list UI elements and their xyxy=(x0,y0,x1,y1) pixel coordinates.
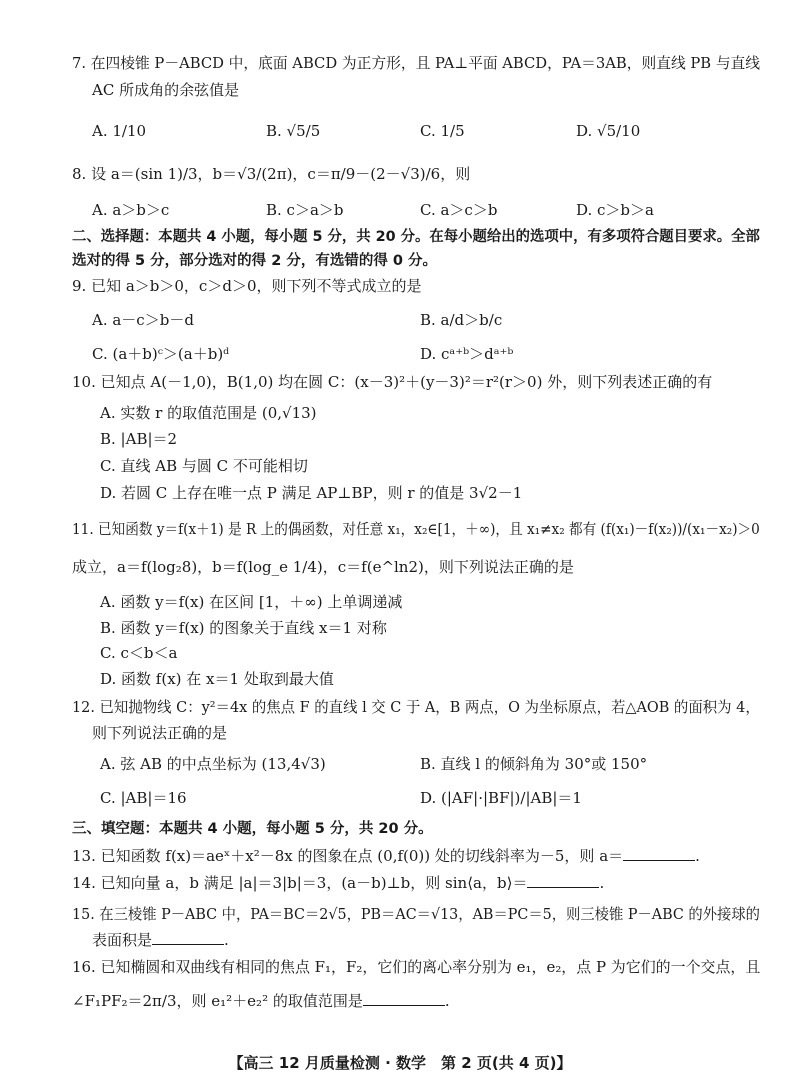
q16-text: ∠F₁PF₂＝2π/3，则 e₁²＋e₂² 的取值范围是 xyxy=(72,992,363,1010)
q9-option-c: C. (a＋b)ᶜ＞(a＋b)ᵈ xyxy=(92,345,230,363)
q16-end: . xyxy=(444,992,450,1010)
q7-option-a: A. 1/10 xyxy=(92,122,147,140)
q12-option-c: C. |AB|＝16 xyxy=(100,789,187,807)
q8-option-b: B. c＞a＞b xyxy=(266,201,344,219)
q13-answer-blank[interactable] xyxy=(623,844,695,861)
q7-stem-line1: 7. 在四棱锥 P－ABCD 中，底面 ABCD 为正方形，且 PA⊥平面 ABCD，PA＝3AB，则直线 PB 与直线 xyxy=(72,54,761,72)
page-footer: 【高三 12 月质量检测 · 数学 第 2 页(共 4 页)】 xyxy=(228,1054,572,1072)
q11-option-c: C. c＜b＜a xyxy=(100,644,178,662)
q12-option-a: A. 弦 AB 的中点坐标为 (13,4√3) xyxy=(100,755,326,773)
q7-option-c: C. 1/5 xyxy=(420,122,465,140)
q10-stem: 10. 已知点 A(－1,0)，B(1,0) 均在圆 C：(x－3)²＋(y－3)²＝r²(r＞0) 外，则下列表述正确的有 xyxy=(72,373,713,391)
q10-option-d: D. 若圆 C 上存在唯一点 P 满足 AP⊥BP，则 r 的值是 3√2－1 xyxy=(100,484,523,502)
section2-heading-line1: 二、选择题：本题共 4 小题，每小题 5 分，共 20 分。在每小题给出的选项中，有多项符合题目要求。全部 xyxy=(72,229,760,245)
q8-option-a: A. a＞b＞c xyxy=(92,201,170,219)
q16-stem-line1: 16. 已知椭圆和双曲线有相同的焦点 F₁，F₂，它们的离心率分别为 e₁，e₂，点 P 为它们的一个交点，且 xyxy=(72,958,761,976)
q14-answer-blank[interactable] xyxy=(527,871,599,888)
section2-heading-line2: 选对的得 5 分，部分选对的得 2 分，有选错的得 0 分。 xyxy=(72,253,438,269)
q16-answer-blank[interactable] xyxy=(363,989,445,1006)
q13-text: 13. 已知函数 f(x)＝aeˣ＋x²－8x 的图象在点 (0,f(0)) 处的切线斜率为－5，则 a＝ xyxy=(72,847,624,865)
q10-option-b: B. |AB|＝2 xyxy=(100,430,178,448)
q8-option-d: D. c＞b＞a xyxy=(576,201,654,219)
q10-option-c: C. 直线 AB 与圆 C 不可能相切 xyxy=(100,457,308,475)
q7-option-d: D. √5/10 xyxy=(576,122,641,140)
q9-option-a: A. a－c＞b－d xyxy=(92,311,194,329)
section3-heading: 三、填空题：本题共 4 小题，每小题 5 分，共 20 分。 xyxy=(72,821,433,837)
q11-option-a: A. 函数 y＝f(x) 在区间 [1，＋∞) 上单调递减 xyxy=(100,593,403,611)
q13-end: . xyxy=(695,847,700,865)
q12-option-d: D. (|AF|·|BF|)/|AB|＝1 xyxy=(420,789,582,807)
q7-stem-line2: AC 所成角的余弦值是 xyxy=(92,81,240,99)
q12-stem-line2: 则下列说法正确的是 xyxy=(92,724,228,742)
q14-stem xyxy=(72,871,604,894)
q11-option-b: B. 函数 y＝f(x) 的图象关于直线 x＝1 对称 xyxy=(100,619,387,637)
q11-stem-line2: 成立，a＝f(log₂8)，b＝f(log_e 1/4)，c＝f(e^ln2)，则下列说法正确的是 xyxy=(72,558,574,576)
q11-stem-line1: 11. 已知函数 y＝f(x＋1) 是 R 上的偶函数，对任意 x₁，x₂∈[1，＋∞)，且 x₁≠x₂ 都有 (f(x₁)－f(x₂))/(x₁－x₂)＞0 xyxy=(72,520,760,538)
q15-text: 表面积是 xyxy=(92,931,153,949)
q13-stem xyxy=(72,844,700,867)
q11-option-d: D. 函数 f(x) 在 x＝1 处取到最大值 xyxy=(100,670,334,688)
q16-stem-line2 xyxy=(72,989,450,1012)
q8-stem: 8. 设 a＝(sin 1)/3，b＝√3/(2π)，c＝π/9－(2－√3)/6，则 xyxy=(72,165,471,183)
q15-stem-line1: 15. 在三棱锥 P－ABC 中，PA＝BC＝2√5，PB＝AC＝√13，AB＝PC＝5，则三棱锥 P－ABC 的外接球的 xyxy=(72,905,760,923)
q12-stem-line1: 12. 已知抛物线 C：y²＝4x 的焦点 F 的直线 l 交 C 于 A，B 两点，O 为坐标原点，若△AOB 的面积为 4， xyxy=(72,698,760,716)
q15-answer-blank[interactable] xyxy=(152,928,224,945)
q7-option-b: B. √5/5 xyxy=(266,122,321,140)
q12-option-b: B. 直线 l 的倾斜角为 30°或 150° xyxy=(420,755,648,773)
q14-text: 14. 已知向量 a，b 满足 |a|＝3|b|＝3，(a－b)⊥b，则 sin⟨a，b⟩＝ xyxy=(72,874,528,892)
q9-option-b: B. a/d＞b/c xyxy=(420,311,503,329)
q9-stem: 9. 已知 a＞b＞0，c＞d＞0，则下列不等式成立的是 xyxy=(72,277,422,295)
q9-option-d: D. cᵃ⁺ᵇ＞dᵃ⁺ᵇ xyxy=(420,345,514,363)
q10-option-a: A. 实数 r 的取值范围是 (0,√13) xyxy=(100,404,317,422)
q15-end: . xyxy=(224,931,229,949)
q15-stem-line2 xyxy=(92,928,229,951)
q14-end: . xyxy=(599,874,605,892)
q8-option-c: C. a＞c＞b xyxy=(420,201,498,219)
